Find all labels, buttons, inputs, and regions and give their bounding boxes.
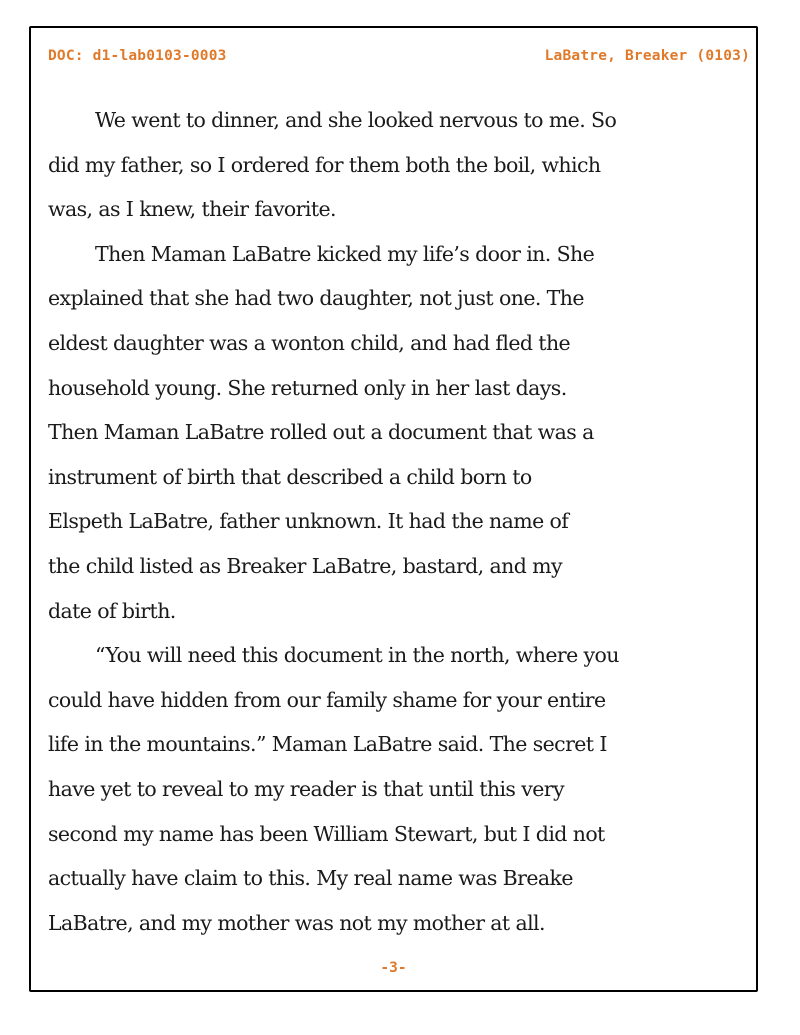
text-line: explained that she had two daughter, not just one. The bbox=[48, 286, 584, 311]
document-header bbox=[48, 48, 750, 64]
doc-title: LaBatre, Breaker (0103) bbox=[544, 48, 750, 64]
text-line: was, as I knew, their favorite. bbox=[48, 197, 336, 222]
text-line: second my name has been William Stewart, but I did not bbox=[48, 821, 605, 846]
text-line: instrument of birth that described a child born to bbox=[48, 464, 532, 489]
document-body bbox=[48, 98, 760, 945]
text-line: life in the mountains.” Maman LaBatre said. The secret I bbox=[48, 732, 607, 757]
doc-id: DOC: d1-lab0103-0003 bbox=[48, 48, 227, 64]
text-line: actually have claim to this. My real name was Breake bbox=[48, 866, 573, 891]
text-line: We went to dinner, and she looked nervous to me. So bbox=[95, 108, 617, 132]
page-frame bbox=[29, 26, 758, 992]
text-line: LaBatre, and my mother was not my mother at all. bbox=[48, 910, 545, 935]
page-number: -3- bbox=[380, 960, 407, 976]
text-line: could have hidden from our family shame for your entire bbox=[48, 687, 606, 712]
text-line: the child listed as Breaker LaBatre, bastard, and my bbox=[48, 553, 563, 578]
text-line: date of birth. bbox=[48, 598, 176, 623]
text-line: eldest daughter was a wonton child, and had fled the bbox=[48, 330, 571, 355]
text-line: household young. She returned only in her last days. bbox=[48, 375, 567, 400]
text-line: did my father, so I ordered for them both the boil, which bbox=[48, 152, 601, 177]
text-line: Then Maman LaBatre rolled out a document that was a bbox=[48, 420, 594, 445]
text-line: Elspeth LaBatre, father unknown. It had the name of bbox=[48, 509, 569, 534]
text-line: Then Maman LaBatre kicked my life’s door in. She bbox=[95, 241, 595, 266]
text-line: have yet to reveal to my reader is that until this very bbox=[48, 776, 564, 801]
text-line: “You will need this document in the north, where you bbox=[95, 643, 619, 668]
